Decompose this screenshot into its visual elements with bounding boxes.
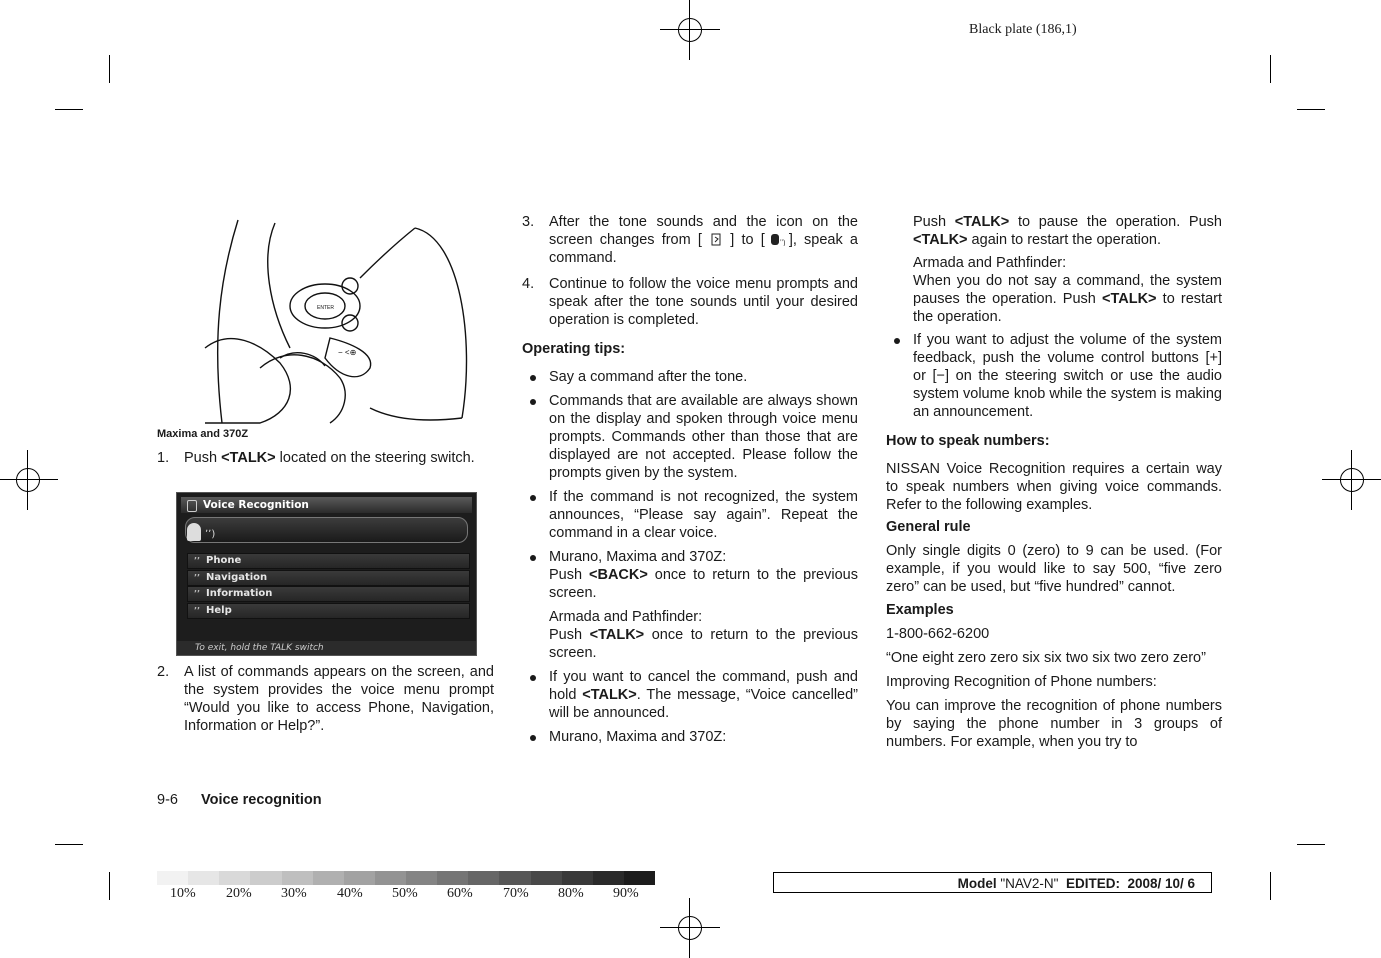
example-spoken: “One eight zero zero six six two six two zero zero” [886, 650, 1206, 666]
tip-continuation: Push <TALK> to pause the operation. Push <TALK> again to restart the operation. Armada and Pathfinder: When you do not say a command, the system pauses the operation. Push <TALK> to restart the operation. [913, 214, 1222, 325]
step-number: 4. [522, 276, 535, 292]
menu-item-label: Navigation [206, 572, 268, 583]
improve-text: You can improve the recognition of phone numbers by saying the phone number in 3 groups of numbers. For example, when you try to [886, 698, 1222, 750]
voice-command-icon: ʼʼ [193, 573, 201, 582]
step-text: Push [184, 450, 222, 466]
bullet [530, 675, 536, 681]
crop-mark [1270, 55, 1271, 83]
voice-icon [187, 523, 201, 541]
sound-waves-icon: ʼʼ) [205, 529, 216, 540]
step-number: 1. [157, 450, 170, 466]
crop-mark [1270, 872, 1271, 900]
numbers-text: NISSAN Voice Recognition requires a certain way to speak numbers when giving voice commands. Refer to the following examples. [886, 461, 1222, 513]
menu-item-help[interactable] [187, 603, 470, 619]
bullet [894, 338, 900, 344]
talk-key: <TALK> [221, 450, 276, 466]
voice-command-icon: ʼʼ [193, 606, 201, 615]
registration-mark [8, 460, 48, 500]
step-text: ] to [ [730, 232, 765, 248]
tip-item [522, 728, 858, 746]
svg-text:ʼʼ): ʼʼ) [779, 240, 786, 246]
menu-item-label: Phone [206, 555, 242, 566]
tip-text: If the command is not recognized, the system announces, “Please say again”. Repeat the command in a clear voice. [549, 489, 858, 541]
step-number: 3. [522, 214, 535, 230]
menu-item-label: Information [206, 588, 273, 599]
crop-mark [1297, 844, 1325, 845]
tip-text: Murano, Maxima and 370Z: [549, 729, 727, 745]
menu-item-label: Help [206, 605, 232, 616]
right-column [886, 213, 1222, 751]
menu-item-navigation[interactable] [187, 570, 470, 586]
menu-item-phone[interactable] [187, 553, 470, 569]
screen-title [181, 497, 472, 513]
model-label: Model [957, 876, 1001, 891]
svg-text:ENTER: ENTER [317, 305, 334, 311]
percent-label: 20% [226, 886, 252, 901]
left-column-step2 [157, 663, 494, 741]
screen-footer: To exit, hold the TALK switch [177, 641, 476, 655]
figure-caption: Maxima and 370Z [157, 428, 249, 440]
tip-text: Murano, Maxima and 370Z: [549, 549, 727, 565]
bullet [530, 555, 536, 561]
percent-label: 70% [503, 886, 529, 901]
percent-label: 60% [447, 886, 473, 901]
tip-item [522, 668, 858, 722]
plate-label: Black plate (186,1) [969, 22, 1077, 37]
tip-text: Commands that are available are always shown on the display and spoken through voice menu prompts. Commands other than those that are displayed are not accepted. Please follow the prompts given by the system. [549, 393, 858, 481]
talk-key: <TALK> [913, 232, 968, 248]
step-text: located on the steering switch. [275, 450, 475, 466]
active-voice-icon [765, 233, 789, 246]
percent-label: 80% [558, 886, 584, 901]
percent-label: 50% [392, 886, 418, 901]
steering-switch-illustration [200, 218, 475, 426]
tip-item [522, 392, 858, 482]
step-2 [157, 663, 494, 735]
step-text: After the tone sounds and the icon on the screen changes from [ [549, 214, 858, 248]
left-column-step1 [157, 449, 494, 473]
bullet [530, 735, 536, 741]
voice-recognition-screen [176, 492, 477, 656]
tip-item [522, 368, 858, 386]
percent-label: 40% [337, 886, 363, 901]
numbers-heading: How to speak numbers: [886, 433, 1050, 449]
tip-text: If you want to adjust the volume of the system feedback, push the volume control buttons [+] or [−] on the steering switch or use the audio system volume knob while the system is making an announcement. [913, 332, 1222, 420]
percent-label: 30% [281, 886, 307, 901]
step-text: ], speak a command. [549, 232, 858, 266]
tip-text: Push <TALK> once to return to the previous screen. [549, 627, 858, 661]
step-3 [522, 213, 858, 267]
bullet [530, 375, 536, 381]
tip-text: When you do not say a command, the system pauses the operation. Push <TALK> to restart the operation. [913, 273, 1222, 325]
edited-date: EDITED: 2008/ 10/ 6 [1058, 876, 1195, 891]
example-number: 1-800-662-6200 [886, 626, 990, 642]
bullet [530, 399, 536, 405]
middle-column [522, 213, 858, 752]
voice-command-icon: ʼʼ [193, 556, 201, 565]
step-number: 2. [157, 664, 170, 680]
rule-text: Only single digits 0 (zero) to 9 can be used. (For example, if you would like to say 500, “five zero zero” can be used, but “five hundred” cannot. [886, 543, 1222, 595]
talk-key: <TALK> [954, 214, 1010, 230]
svg-text:− <⊕: − <⊕ [338, 348, 357, 357]
talk-key: <TALK> [1102, 291, 1157, 307]
registration-mark [670, 908, 710, 948]
status-bar [185, 517, 468, 543]
bullet [530, 495, 536, 501]
voice-command-icon: ʼʼ [193, 589, 201, 598]
step-1 [157, 449, 494, 467]
back-key: <BACK> [589, 567, 648, 583]
page-number: 9-6 [157, 792, 178, 808]
tip-item [522, 488, 858, 542]
crop-mark [55, 844, 83, 845]
tip-text: If you want to cancel the command, push and hold [549, 669, 858, 703]
registration-mark [1332, 460, 1372, 500]
operating-tips-heading: Operating tips: [522, 341, 626, 357]
rule-heading: General rule [886, 519, 971, 535]
tip-text: Say a command after the tone. [549, 369, 748, 385]
registration-mark [670, 10, 710, 50]
crop-mark [1297, 109, 1325, 110]
crop-mark [55, 109, 83, 110]
step-text: A list of commands appears on the screen, and the system provides the voice menu prompt “Would you like to access Phone, Navigation, Information or Help?”. [184, 664, 494, 734]
screen-title-text: Voice Recognition [203, 499, 309, 511]
improve-heading: Improving Recognition of Phone numbers: [886, 674, 1157, 690]
percent-label: 90% [613, 886, 639, 901]
percent-label: 10% [170, 886, 196, 901]
crop-mark [109, 55, 110, 83]
tip-text: Armada and Pathfinder: [549, 609, 703, 625]
model-box [773, 872, 1212, 893]
tip-text: Push <BACK> once to return to the previous screen. [549, 567, 858, 601]
tip-text: . The message, “Voice cancelled” will be announced. [549, 687, 859, 721]
crop-mark [109, 872, 110, 900]
speaker-icon [187, 500, 197, 512]
examples-heading: Examples [886, 602, 954, 618]
section-title: Voice recognition [201, 792, 322, 808]
tip-text: Armada and Pathfinder: [913, 255, 1067, 271]
density-scale [157, 871, 655, 885]
menu-item-information[interactable] [187, 586, 470, 602]
step-text: Continue to follow the voice menu prompts and speak after the tone sounds until your desired operation is completed. [549, 276, 858, 328]
idle-voice-icon [709, 233, 723, 246]
talk-key: <TALK> [582, 687, 637, 703]
talk-key: <TALK> [589, 627, 645, 643]
tip-item [522, 548, 858, 662]
model-name: "NAV2-N" [1000, 876, 1059, 891]
step-4 [522, 275, 858, 329]
tip-item [886, 331, 1222, 421]
